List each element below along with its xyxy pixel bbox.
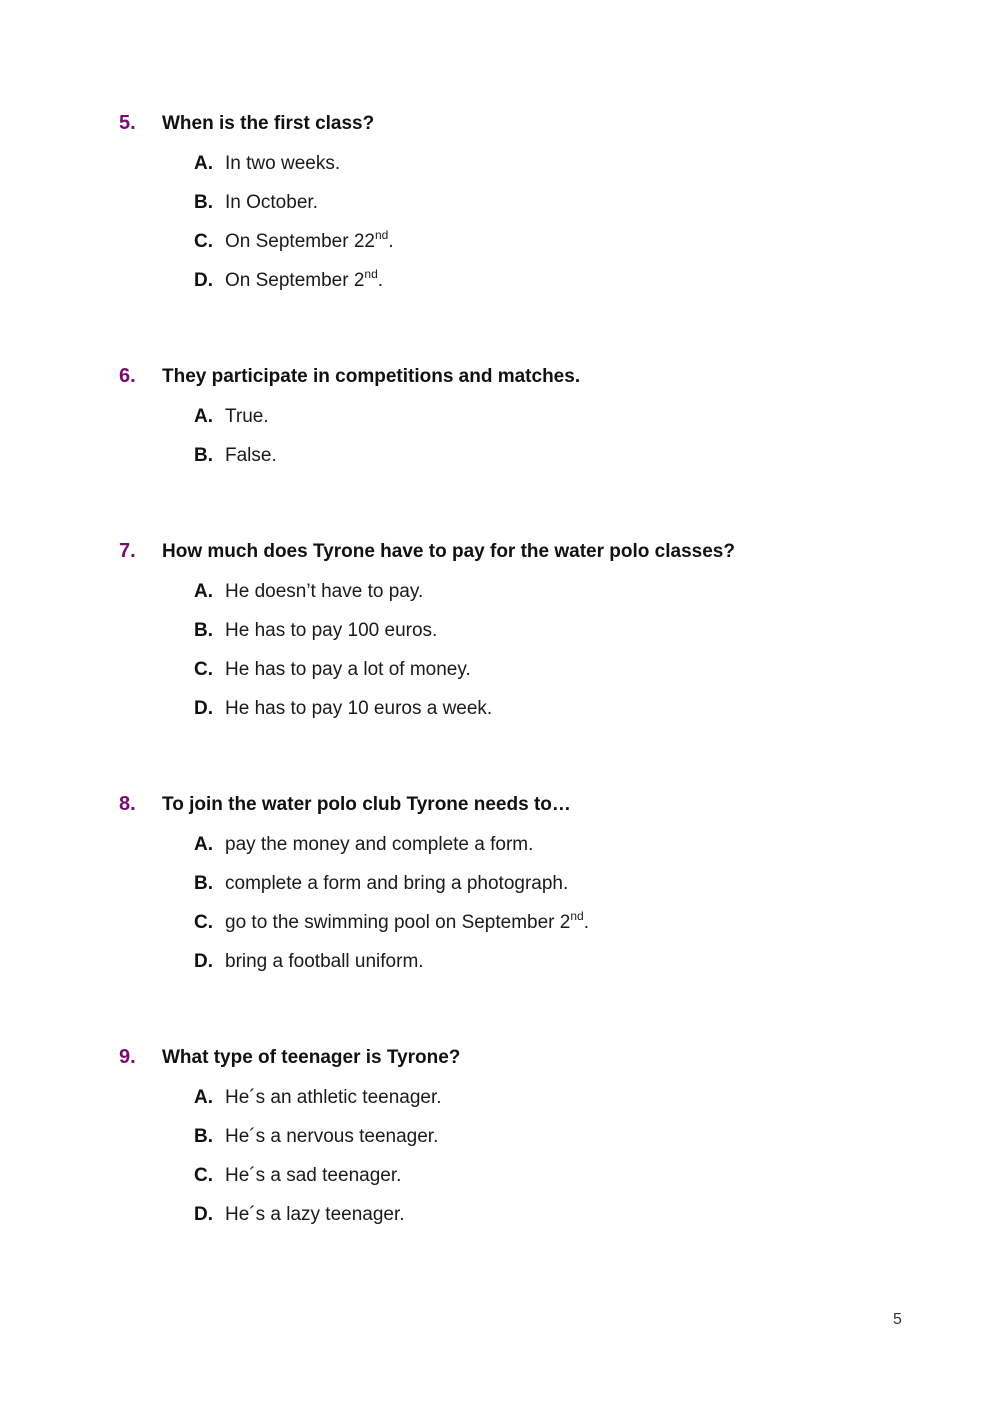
question-header <box>0 363 1000 389</box>
question-header <box>0 1044 1000 1070</box>
option-text: In two weeks. <box>225 153 341 174</box>
option-text: On September 2nd. <box>225 267 384 291</box>
option-letter: B. <box>194 1126 213 1147</box>
question-text: When is the first class? <box>162 113 375 134</box>
option-letter: C. <box>194 912 213 933</box>
option-text: He has to pay a lot of money. <box>225 659 471 680</box>
option-text: bring a football uniform. <box>225 951 424 972</box>
answer-option-b[interactable] <box>0 618 1000 644</box>
option-text: He´s a lazy teenager. <box>225 1204 405 1225</box>
answer-option-b[interactable] <box>0 443 1000 469</box>
answer-option-b[interactable] <box>0 871 1000 897</box>
answer-option-a[interactable] <box>0 404 1000 430</box>
option-letter: B. <box>194 620 213 641</box>
question-header <box>0 110 1000 136</box>
question-text: How much does Tyrone have to pay for the water polo classes? <box>162 541 735 562</box>
ordinal-suffix: nd <box>374 228 389 242</box>
option-text: In October. <box>225 192 318 213</box>
option-text: False. <box>225 445 277 466</box>
option-letter: B. <box>194 445 213 466</box>
option-text: True. <box>225 406 269 427</box>
question-number: 8. <box>119 793 136 815</box>
answer-option-c[interactable] <box>0 1163 1000 1189</box>
option-text: On September 22nd. <box>225 228 394 252</box>
option-text: pay the money and complete a form. <box>225 834 534 855</box>
answer-option-d[interactable] <box>0 1202 1000 1228</box>
option-letter: A. <box>194 1087 213 1108</box>
option-letter: A. <box>194 406 213 427</box>
page-number: 5 <box>893 1311 902 1328</box>
option-text: He´s a sad teenager. <box>225 1165 402 1186</box>
option-text: He has to pay 10 euros a week. <box>225 698 493 719</box>
answer-option-b[interactable] <box>0 1124 1000 1150</box>
question-number: 5. <box>119 112 136 134</box>
question-text: To join the water polo club Tyrone needs to… <box>162 794 571 815</box>
question-number: 6. <box>119 365 136 387</box>
question-header <box>0 791 1000 817</box>
answer-option-c[interactable] <box>0 657 1000 683</box>
question-text: They participate in competitions and matches. <box>162 366 581 387</box>
answer-option-b[interactable] <box>0 190 1000 216</box>
question-number: 7. <box>119 540 136 562</box>
option-text: complete a form and bring a photograph. <box>225 873 569 894</box>
option-letter: B. <box>194 192 213 213</box>
option-letter: C. <box>194 231 213 252</box>
ordinal-suffix: nd <box>364 267 378 281</box>
answer-option-a[interactable] <box>0 579 1000 605</box>
question-number: 9. <box>119 1046 136 1068</box>
option-text: He doesn’t have to pay. <box>225 581 424 602</box>
option-letter: D. <box>194 951 213 972</box>
answer-option-a[interactable] <box>0 1085 1000 1111</box>
answer-option-d[interactable] <box>0 949 1000 975</box>
option-text: He has to pay 100 euros. <box>225 620 438 641</box>
option-letter: D. <box>194 698 213 719</box>
option-letter: A. <box>194 153 213 174</box>
option-letter: D. <box>194 1204 213 1225</box>
option-letter: A. <box>194 581 213 602</box>
option-text: He´s an athletic teenager. <box>225 1087 442 1108</box>
option-letter: C. <box>194 1165 213 1186</box>
option-letter: B. <box>194 873 213 894</box>
option-letter: A. <box>194 834 213 855</box>
ordinal-suffix: nd <box>570 909 584 923</box>
option-letter: C. <box>194 659 213 680</box>
answer-option-a[interactable] <box>0 151 1000 177</box>
answer-option-d[interactable] <box>0 268 1000 294</box>
answer-option-d[interactable] <box>0 696 1000 722</box>
question-text: What type of teenager is Tyrone? <box>162 1047 461 1068</box>
question-header <box>0 538 1000 564</box>
answer-option-a[interactable] <box>0 832 1000 858</box>
answer-option-c[interactable] <box>0 910 1000 936</box>
option-text: He´s a nervous teenager. <box>225 1126 439 1147</box>
option-letter: D. <box>194 270 213 291</box>
answer-option-c[interactable] <box>0 229 1000 255</box>
option-text: go to the swimming pool on September 2nd. <box>225 909 589 933</box>
